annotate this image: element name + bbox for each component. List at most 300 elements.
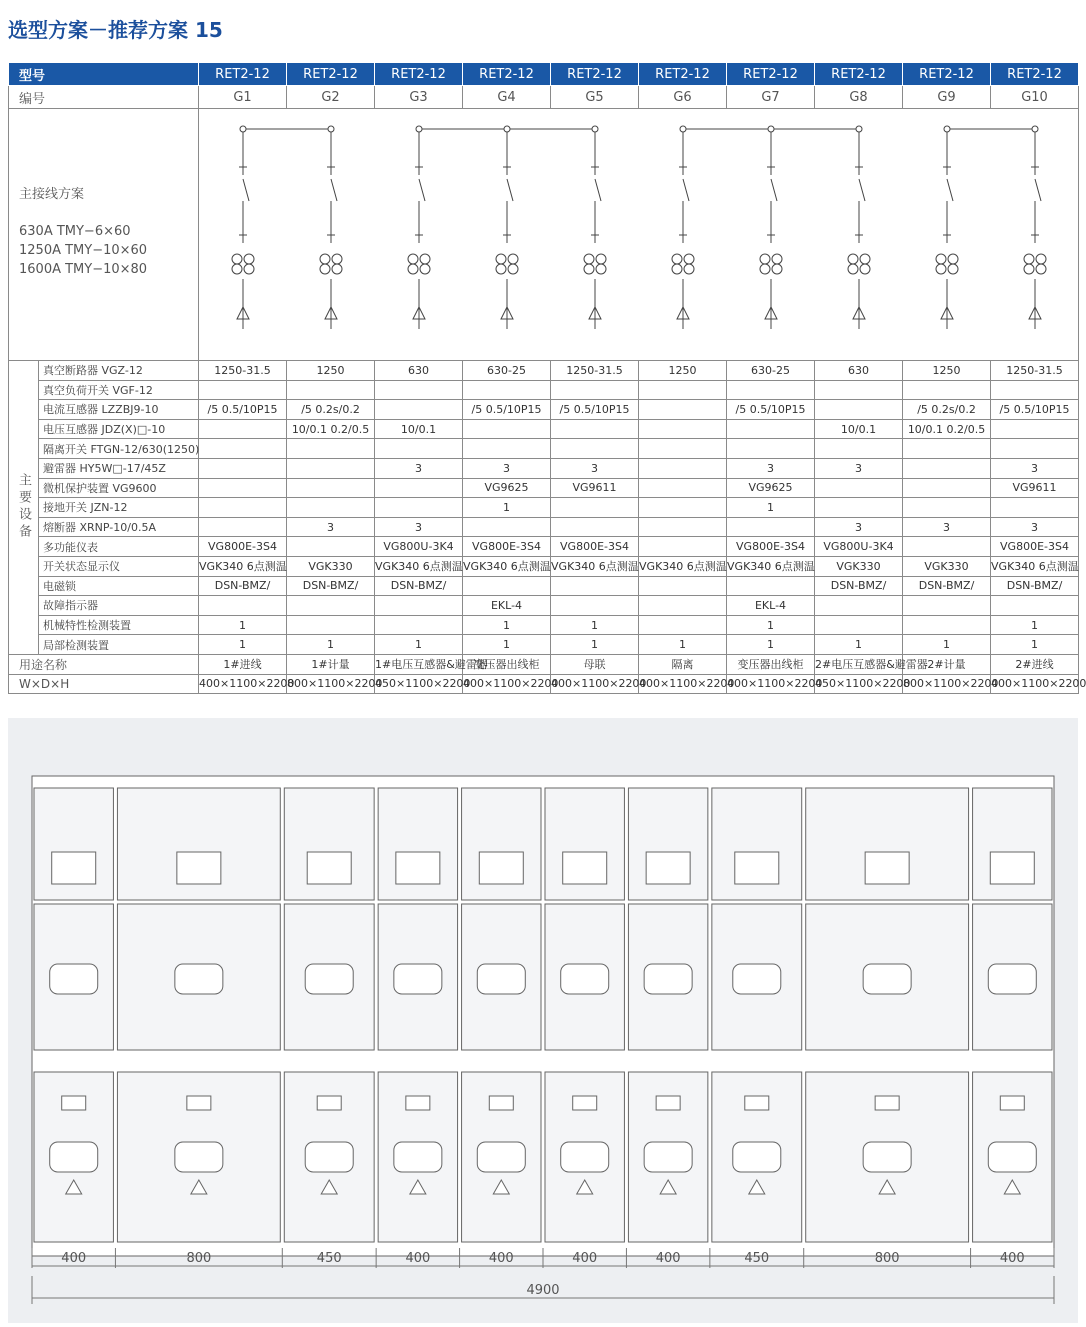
number-cell: G10 [991,86,1079,109]
nameplate [656,1096,680,1110]
equipment-cell [551,439,639,459]
equipment-label: 多功能仪表 [39,537,199,557]
dims-cell: 400×1100×2200 [991,674,1079,694]
selection-table [8,62,1086,694]
ct-symbol [684,264,694,274]
ct-symbol [320,254,330,264]
table-row [9,458,1079,478]
ct-symbol [508,254,518,264]
bus-node [856,126,862,132]
model-cell: RET2-12 [903,63,991,86]
equipment-cell: VG9611 [551,478,639,498]
equipment-cell [815,400,903,420]
equipment-cell: 1 [727,635,815,655]
ct-symbol [760,254,770,264]
equipment-cell: 3 [991,517,1079,537]
equipment-cell: /5 0.2s/0.2 [287,400,375,420]
equipment-cell: DSN-BMZ/ [903,576,991,596]
equipment-cell [903,458,991,478]
dims-cell: 400×1100×2200 [551,674,639,694]
table-row [9,380,1079,400]
ct-symbol [860,264,870,274]
equipment-cell: 1 [815,635,903,655]
bus-node [944,126,950,132]
equipment-cell [727,576,815,596]
bus-node [504,126,510,132]
equipment-cell: VGK340 6点测温 [727,556,815,576]
dims-cell: 800×1100×2200 [287,674,375,694]
equipment-cell [463,419,551,439]
equipment-cell: 1 [991,635,1079,655]
disconnect-symbol [239,235,247,243]
equipment-cell: VG800U-3K4 [375,537,463,557]
observation-window [561,964,609,994]
ct-symbol [1036,254,1046,264]
table-row [9,498,1079,518]
equipment-cell [815,478,903,498]
equipment-label: 局部检测装置 [39,635,199,655]
equipment-cell [639,400,727,420]
equipment-label: 机械特性检测装置 [39,615,199,635]
equipment-cell: 1 [287,635,375,655]
ct-symbol [772,264,782,274]
model-cell: RET2-12 [551,63,639,86]
model-cell: RET2-12 [639,63,727,86]
disconnect-symbol [415,167,423,175]
model-cell: RET2-12 [727,63,815,86]
total-width-label: 4900 [526,1283,560,1298]
equipment-cell: 630 [375,361,463,381]
bus-node [768,126,774,132]
table-row [9,400,1079,420]
equipment-cell [639,380,727,400]
usage-cell: 1#电压互感器&避雷器 [375,654,463,674]
equipment-cell [903,596,991,616]
equipment-cell: VG800E-3S4 [199,537,287,557]
equipment-cell [639,615,727,635]
dims-label: W×D×H [9,674,199,694]
dims-cell: 450×1100×2200 [815,674,903,694]
equipment-cell [639,498,727,518]
equipment-cell [199,439,287,459]
cabinet-width-label: 450 [744,1251,770,1266]
equipment-cell: 630-25 [463,361,551,381]
instrument-panel [307,852,351,884]
dims-cell: 400×1100×2200 [199,674,287,694]
ct-symbol [408,264,418,274]
observation-window [733,964,781,994]
ct-symbol [848,254,858,264]
equipment-cell [287,615,375,635]
disconnect-symbol [503,235,511,243]
equipment-cell: VG800U-3K4 [815,537,903,557]
disconnect-symbol [327,235,335,243]
equipment-cell: VG800E-3S4 [463,537,551,557]
table-row [9,86,1079,109]
model-cell: RET2-12 [287,63,375,86]
equipment-group-label: 主要设备 [9,361,39,655]
busbar-spec: 1600A TMY−10×80 [19,262,148,277]
equipment-cell [815,596,903,616]
ct-symbol [332,254,342,264]
equipment-cell [463,576,551,596]
equipment-cell: 1250-31.5 [199,361,287,381]
table-row [9,361,1079,381]
equipment-cell: DSN-BMZ/ [815,576,903,596]
model-cell: RET2-12 [463,63,551,86]
equipment-cell [375,498,463,518]
equipment-cell [815,498,903,518]
model-cell: RET2-12 [991,63,1079,86]
observation-window [644,1142,692,1172]
breaker-blade [331,179,337,201]
ct-symbol [948,254,958,264]
cabinet-outlines [32,776,1054,1256]
bus-node [240,126,246,132]
table-row [9,517,1079,537]
equipment-cell: VGK340 6点测温 [551,556,639,576]
equipment-cell [199,517,287,537]
observation-window [50,1142,98,1172]
equipment-cell: VGK330 [903,556,991,576]
ct-symbol [684,254,694,264]
breaker-blade [683,179,689,201]
ct-symbol [320,264,330,274]
equipment-cell [903,615,991,635]
instrument-panel [865,852,909,884]
page-title: 选型方案－推荐方案 15 [8,18,223,42]
cabinet-width-label: 400 [61,1251,87,1266]
equipment-cell [199,498,287,518]
equipment-cell: VGK340 6点测温 [991,556,1079,576]
breaker-blade [507,179,513,201]
disconnect-symbol [855,167,863,175]
equipment-cell [639,576,727,596]
cabinet-width-label: 800 [186,1251,212,1266]
observation-window [175,1142,223,1172]
equipment-cell: DSN-BMZ/ [287,576,375,596]
observation-window [863,964,911,994]
ct-symbol [508,264,518,274]
equipment-cell: 1250 [903,361,991,381]
equipment-cell: 3 [375,517,463,537]
ct-symbol [672,264,682,274]
disconnect-symbol [943,235,951,243]
equipment-cell [287,596,375,616]
breaker-blade [595,179,601,201]
cabinet-width-label: 400 [572,1251,598,1266]
equipment-cell: /5 0.5/10P15 [463,400,551,420]
table-row [9,674,1079,694]
observation-window [477,1142,525,1172]
equipment-cell [903,380,991,400]
equipment-cell [199,596,287,616]
disconnect-symbol [591,167,599,175]
equipment-cell [815,615,903,635]
equipment-cell [551,596,639,616]
ct-symbol [760,264,770,274]
observation-window [644,964,692,994]
number-cell: G1 [199,86,287,109]
equipment-label: 熔断器 XRNP-10/0.5A [39,517,199,537]
observation-window [477,964,525,994]
instrument-panel [735,852,779,884]
bus-node [1032,126,1038,132]
table-row [9,556,1079,576]
table-row [9,419,1079,439]
single-line-diagram [199,109,1079,357]
equipment-cell: VG800E-3S4 [727,537,815,557]
usage-cell: 2#电压互感器&避雷器 [815,654,903,674]
ct-symbol [848,264,858,274]
ct-symbol [936,264,946,274]
ct-symbol [232,264,242,274]
disconnect-symbol [767,235,775,243]
equipment-cell [639,517,727,537]
equipment-cell: 3 [815,458,903,478]
observation-window [988,1142,1036,1172]
number-cell: G9 [903,86,991,109]
usage-cell: 2#计量 [903,654,991,674]
equipment-label: 电磁锁 [39,576,199,596]
cabinet-width-label: 800 [874,1251,900,1266]
disconnect-symbol [1031,235,1039,243]
equipment-cell: EKL-4 [463,596,551,616]
equipment-cell: 1 [375,635,463,655]
breaker-blade [1035,179,1041,201]
equipment-cell: 1 [551,615,639,635]
equipment-cell: 1250-31.5 [991,361,1079,381]
dims-cell: 400×1100×2200 [639,674,727,694]
observation-window [305,964,353,994]
equipment-cell [287,478,375,498]
scheme-labels [9,109,198,279]
equipment-cell: 3 [375,458,463,478]
instrument-panel [990,852,1034,884]
cabinet-width-label: 450 [316,1251,342,1266]
disconnect-symbol [415,235,423,243]
table-row [9,615,1079,635]
observation-window [175,964,223,994]
equipment-cell [903,439,991,459]
equipment-cell: VGK340 6点测温 [463,556,551,576]
disconnect-symbol [767,167,775,175]
dims-cell: 450×1100×2200 [375,674,463,694]
equipment-cell [727,419,815,439]
nameplate [745,1096,769,1110]
usage-cell: 变压器出线柜 [727,654,815,674]
equipment-cell [903,498,991,518]
disconnect-symbol [503,167,511,175]
ct-symbol [860,254,870,264]
usage-cell: 1#计量 [287,654,375,674]
equipment-cell [639,478,727,498]
disconnect-symbol [591,235,599,243]
equipment-cell: 630 [815,361,903,381]
instrument-panel [646,852,690,884]
nameplate [1000,1096,1024,1110]
equipment-cell: 3 [815,517,903,537]
instrument-panel [479,852,523,884]
busbar-spec: 630A TMY−6×60 [19,224,131,239]
ct-symbol [772,254,782,264]
equipment-cell [287,439,375,459]
equipment-cell [639,419,727,439]
equipment-cell [815,380,903,400]
equipment-label: 隔离开关 FTGN-12/630(1250) [39,439,199,459]
equipment-cell [551,576,639,596]
breaker-blade [419,179,425,201]
equipment-cell [463,439,551,459]
equipment-cell: 3 [727,458,815,478]
disconnect-symbol [327,167,335,175]
disconnect-symbol [239,167,247,175]
equipment-cell [727,380,815,400]
equipment-cell [639,458,727,478]
equipment-cell: 1 [199,635,287,655]
equipment-cell: 3 [551,458,639,478]
equipment-cell [727,517,815,537]
equipment-cell [199,380,287,400]
equipment-cell: 630-25 [727,361,815,381]
equipment-cell: VG9611 [991,478,1079,498]
ct-symbol [420,264,430,274]
equipment-label: 真空负荷开关 VGF-12 [39,380,199,400]
equipment-cell: /5 0.5/10P15 [199,400,287,420]
model-label: 型号 [9,63,199,86]
busbar-spec: 1250A TMY−10×60 [19,243,148,258]
instrument-panel [396,852,440,884]
ct-symbol [244,254,254,264]
equipment-cell: 1 [639,635,727,655]
equipment-cell [639,537,727,557]
equipment-cell [551,380,639,400]
equipment-cell [287,458,375,478]
equipment-cell [375,439,463,459]
equipment-cell: 3 [903,517,991,537]
equipment-cell: 10/0.1 [375,419,463,439]
table-row [9,478,1079,498]
table-row [9,537,1079,557]
equipment-cell: DSN-BMZ/ [991,576,1079,596]
ct-symbol [496,264,506,274]
model-cell: RET2-12 [815,63,903,86]
usage-cell: 母联 [551,654,639,674]
equipment-cell: 1 [463,498,551,518]
equipment-label: 电流互感器 LZZBJ9-10 [39,400,199,420]
equipment-cell [463,380,551,400]
ct-symbol [936,254,946,264]
dims-cell: 400×1100×2200 [727,674,815,694]
equipment-cell: 10/0.1 0.2/0.5 [287,419,375,439]
cabinet-front-view [8,718,1078,1323]
equipment-cell [903,537,991,557]
equipment-label: 避雷器 HY5W□-17/45Z [39,458,199,478]
equipment-cell [727,439,815,459]
usage-cell: 变压器出线柜 [463,654,551,674]
cabinet-width-label: 400 [488,1251,514,1266]
nameplate [489,1096,513,1110]
bus-node [680,126,686,132]
model-cell: RET2-12 [199,63,287,86]
nameplate [317,1096,341,1110]
equipment-cell: 1 [903,635,991,655]
ct-symbol [596,264,606,274]
observation-window [394,964,442,994]
table-row [9,576,1079,596]
equipment-cell [903,478,991,498]
equipment-cell [815,439,903,459]
equipment-cell [551,498,639,518]
equipment-cell: 1250-31.5 [551,361,639,381]
equipment-cell: VGK330 [815,556,903,576]
ct-symbol [596,254,606,264]
equipment-cell: VGK340 6点测温 [375,556,463,576]
ct-symbol [1024,264,1034,274]
model-cell: RET2-12 [375,63,463,86]
equipment-cell [991,380,1079,400]
equipment-cell: 1 [463,615,551,635]
equipment-cell [639,596,727,616]
equipment-label: 接地开关 JZN-12 [39,498,199,518]
table-row [9,654,1079,674]
equipment-cell [199,419,287,439]
number-cell: G3 [375,86,463,109]
equipment-cell [375,596,463,616]
ct-symbol [1024,254,1034,264]
breaker-blade [243,179,249,201]
equipment-label: 电压互感器 JDZ(X)□-10 [39,419,199,439]
equipment-cell: 1 [727,498,815,518]
breaker-blade [859,179,865,201]
nameplate [187,1096,211,1110]
scheme-label-cell [9,109,199,361]
equipment-cell: EKL-4 [727,596,815,616]
equipment-cell: 1250 [639,361,727,381]
observation-window [394,1142,442,1172]
equipment-cell [551,517,639,537]
wiring-lines [232,126,1046,329]
observation-window [863,1142,911,1172]
equipment-cell: VG800E-3S4 [551,537,639,557]
number-cell: G2 [287,86,375,109]
breaker-blade [771,179,777,201]
dims-cell: 400×1100×2200 [463,674,551,694]
observation-window [561,1142,609,1172]
disconnect-symbol [855,235,863,243]
observation-window [305,1142,353,1172]
bus-node [328,126,334,132]
table-row [9,635,1079,655]
equipment-cell [199,458,287,478]
number-label: 编号 [9,86,199,109]
equipment-cell: /5 0.5/10P15 [551,400,639,420]
usage-cell: 2#进线 [991,654,1079,674]
usage-label: 用途名称 [9,654,199,674]
ct-symbol [584,254,594,264]
equipment-cell: VGK340 6点测温 [639,556,727,576]
equipment-cell [199,478,287,498]
ct-symbol [672,254,682,264]
cabinet-width-label: 400 [999,1251,1025,1266]
equipment-cell: /5 0.5/10P15 [991,400,1079,420]
dims-cell: 800×1100×2200 [903,674,991,694]
equipment-cell: 1 [727,615,815,635]
number-cell: G5 [551,86,639,109]
equipment-cell [463,517,551,537]
equipment-cell: 10/0.1 0.2/0.5 [903,419,991,439]
cabinet-width-label: 400 [405,1251,431,1266]
